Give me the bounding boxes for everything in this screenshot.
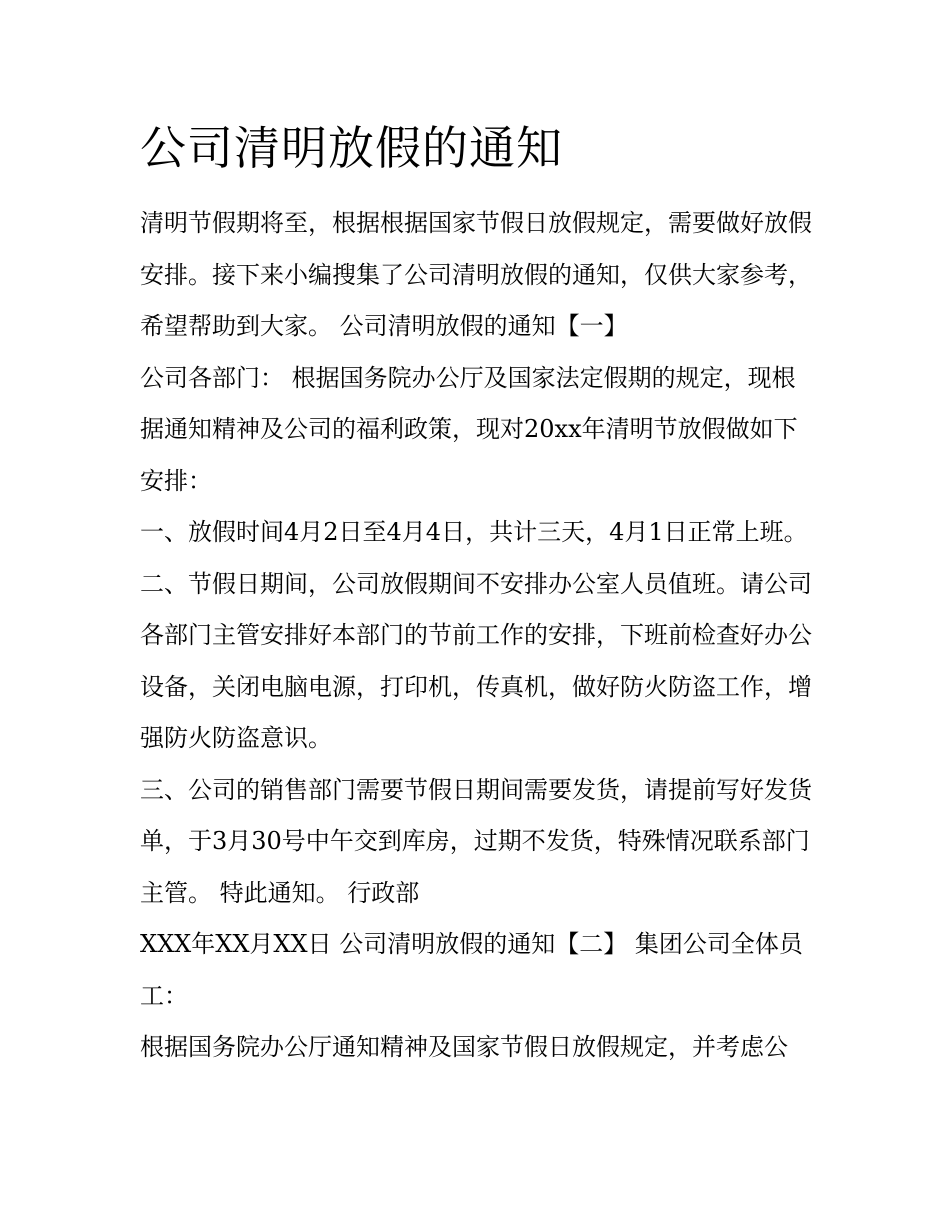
document-body xyxy=(140,198,812,1074)
paragraph-item-3: 三、公司的销售部门需要节假日期间需要发货，请提前写好发货单，于3月30号中午交到库房，过期不发货，特殊情况联系部门主管。 特此通知。 行政部 xyxy=(140,775,812,907)
paragraph-item-2: 二、节假日期间，公司放假期间不安排办公室人员值班。请公司各部门主管安排好本部门的节前工作的安排，下班前检查好办公设备，关闭电脑电源，打印机，传真机，做好防火防盗工作，增强防火防盗意识。 xyxy=(140,569,812,752)
document-title: 公司清明放假的通知 xyxy=(140,121,563,175)
paragraph-date-notice-2: XXX年XX月XX日 公司清明放假的通知【二】 集团公司全体员工： xyxy=(140,930,803,1010)
paragraph-item-1: 一、放假时间4月2日至4月4日，共计三天，4月1日正常上班。 xyxy=(140,518,808,546)
paragraph-intro: 清明节假期将至，根据根据国家节假日放假规定，需要做好放假安排。接下来小编搜集了公司清明放假的通知，仅供大家参考，希望帮助到大家。 公司清明放假的通知【一】 xyxy=(140,209,812,340)
paragraph-notice-2-body: 根据国务院办公厅通知精神及国家节假日放假规定，并考虑公 xyxy=(140,1033,788,1061)
paragraph-salutation: 公司各部门： 根据国务院办公厅及国家法定假期的规定，现根据通知精神及公司的福利政策，现对20xx年清明节放假做如下安排： xyxy=(140,363,798,495)
